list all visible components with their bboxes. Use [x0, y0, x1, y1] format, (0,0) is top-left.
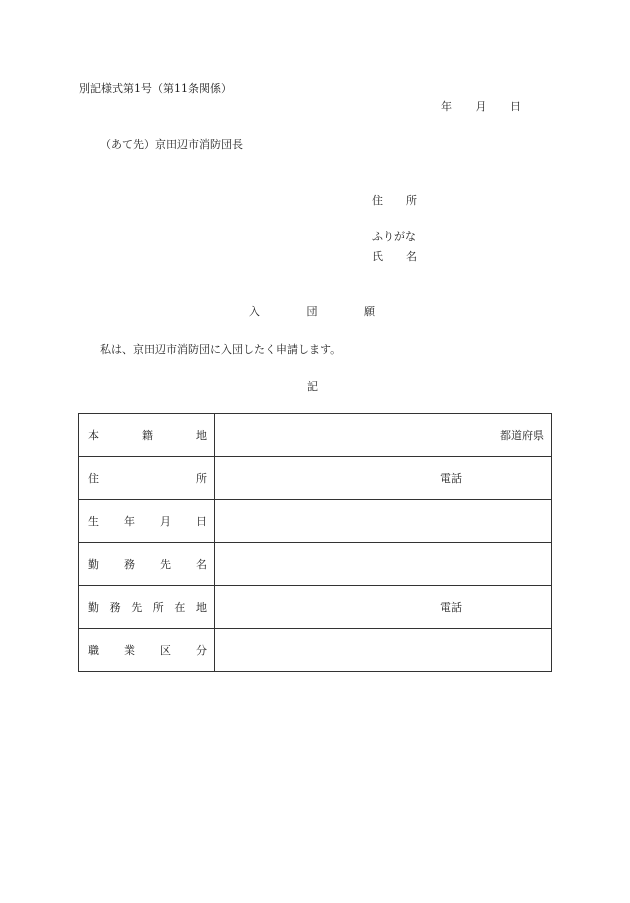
form-number: 別記様式第1号（第11条関係）	[79, 82, 232, 95]
row-value-occupation[interactable]	[215, 629, 552, 672]
row-label-employer-address: 勤 務 先 所 在 地	[79, 586, 215, 629]
table-row	[79, 629, 552, 672]
ki-heading: 記	[307, 380, 318, 393]
row-label-address: 住 所	[79, 457, 215, 500]
table-row	[79, 586, 552, 629]
prefecture-suffix: 都道府県	[500, 429, 544, 442]
row-value-employer-address[interactable]	[215, 586, 552, 629]
row-label-honseki: 本 籍 地	[79, 414, 215, 457]
date-line	[441, 101, 521, 112]
row-value-address[interactable]	[215, 457, 552, 500]
row-value-honseki[interactable]	[215, 414, 552, 457]
applicant-address-label: 住 所	[372, 194, 417, 207]
applicant-name-label: 氏 名	[372, 250, 417, 263]
day-label: 日	[510, 100, 521, 113]
row-label-employer: 勤 務 先 名	[79, 543, 215, 586]
table-row	[79, 457, 552, 500]
document-title: 入 団 願	[249, 305, 375, 318]
row-value-employer[interactable]	[215, 543, 552, 586]
body-text: 私は、京田辺市消防団に入団したく申請します。	[100, 343, 342, 356]
row-value-birthdate[interactable]	[215, 500, 552, 543]
row-label-occupation: 職 業 区 分	[79, 629, 215, 672]
table-row	[79, 414, 552, 457]
year-label: 年	[441, 100, 452, 113]
applicant-furigana-label: ふりがな	[372, 230, 416, 243]
addressee: （あて先）京田辺市消防団長	[100, 138, 243, 151]
phone-label: 電話	[440, 472, 462, 485]
phone-label: 電話	[440, 601, 462, 614]
month-label: 月	[475, 100, 487, 113]
application-table	[78, 413, 552, 672]
table-row	[79, 500, 552, 543]
table-row	[79, 543, 552, 586]
row-label-birthdate: 生 年 月 日	[79, 500, 215, 543]
